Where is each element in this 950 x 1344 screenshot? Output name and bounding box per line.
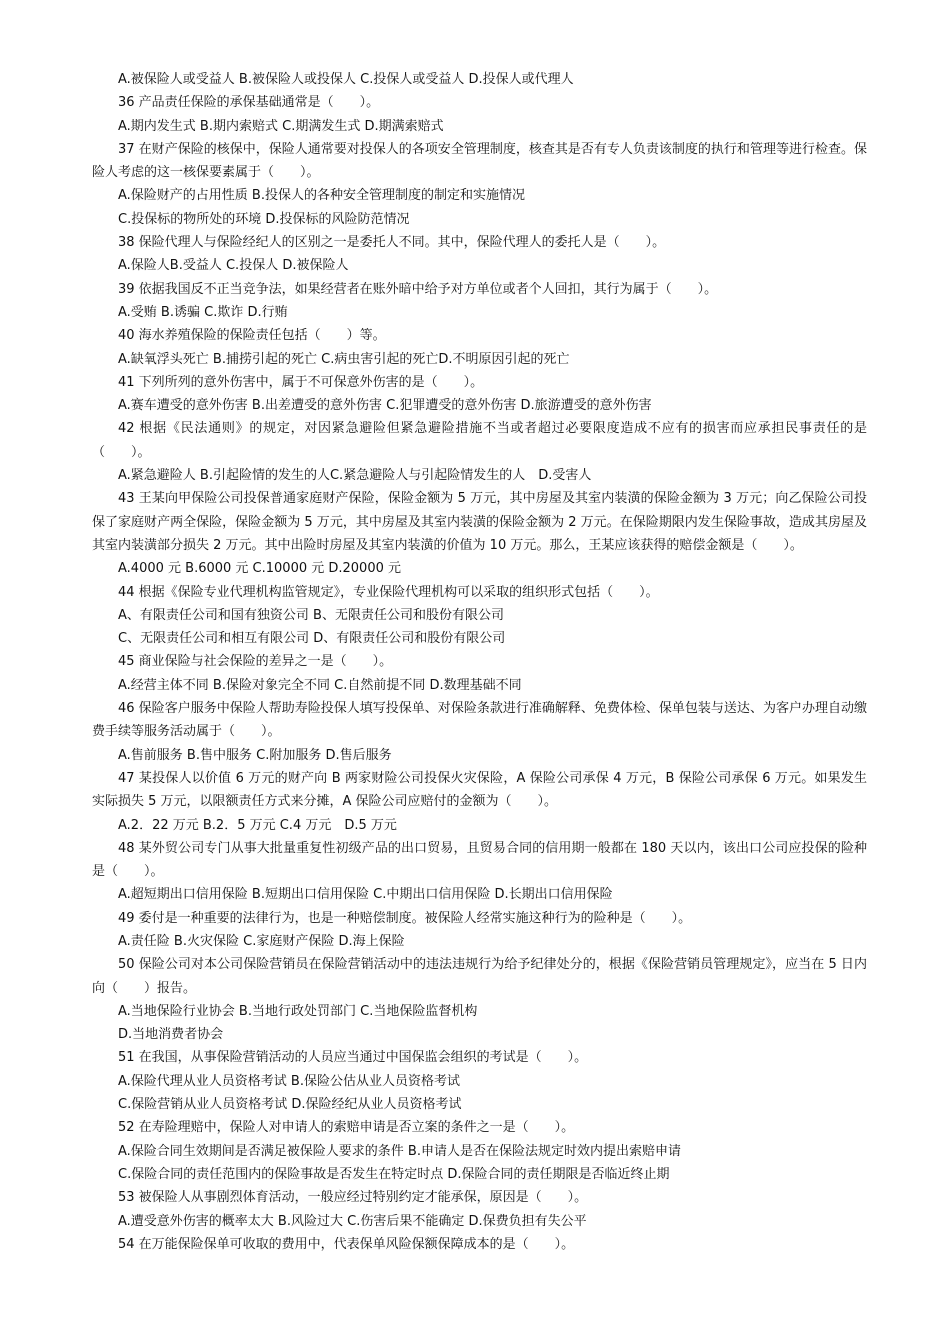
answer-options: A.4000 元 B.6000 元 C.10000 元 D.20000 元	[118, 561, 402, 577]
answer-options: A.经营主体不同 B.保险对象完全不同 C.自然前提不同 D.数理基础不同	[118, 677, 522, 693]
answer-options: A.2．22 万元 B.2．5 万元 C.4 万元 D.5 万元	[118, 817, 397, 833]
question-text: 47 某投保人以价值 6 万元的财产向 B 两家财险公司投保火灾保险，A 保险公司承保 4 万元，B 保险公司承保 6 万元。如果发生实际损失 5 万元，以限额责任方式来分摊，A 保险公司应赔付的金额为（ ）。	[92, 770, 867, 810]
document-page	[92, 68, 867, 1256]
question-text: 39 依据我国反不正当竞争法，如果经营者在账外暗中给予对方单位或者个人回扣，其行为属于（ ）。	[118, 281, 718, 297]
answer-options: A.赛车遭受的意外伤害 B.出差遭受的意外伤害 C.犯罪遭受的意外伤害 D.旅游遭受的意外伤害	[118, 398, 652, 414]
question-text: 53 被保险人从事剧烈体育活动，一般应经过特别约定才能承保，原因是（ ）。	[118, 1190, 588, 1206]
question-text: 41 下列所列的意外伤害中，属于不可保意外伤害的是（ ）。	[118, 374, 484, 390]
answer-options: A.售前服务 B.售中服务 C.附加服务 D.售后服务	[118, 747, 392, 763]
answer-options: C、无限责任公司和相互有限公司 D、有限责任公司和股份有限公司	[118, 631, 506, 647]
answer-options: C.投保标的物所处的环境 D.投保标的风险防范情况	[118, 211, 410, 227]
answer-options: A.保险财产的占用性质 B.投保人的各种安全管理制度的制定和实施情况	[118, 188, 525, 204]
answer-options: A.超短期出口信用保险 B.短期出口信用保险 C.中期出口信用保险 D.长期出口信用保险	[118, 887, 613, 903]
answer-options: A.期内发生式 B.期内索赔式 C.期满发生式 D.期满索赔式	[118, 118, 444, 134]
question-text: 37 在财产保险的核保中，保险人通常要对投保人的各项安全管理制度，核查其是否有专人负责该制度的执行和管理等进行检查。保险人考虑的这一核保要素属于（ ）。	[92, 141, 867, 181]
answer-options: A.保险人B.受益人 C.投保人 D.被保险人	[118, 258, 349, 274]
question-text: 51 在我国，从事保险营销活动的人员应当通过中国保监会组织的考试是（ ）。	[118, 1050, 588, 1066]
question-text: 54 在万能保险保单可收取的费用中，代表保单风险保额保障成本的是（ ）。	[118, 1236, 575, 1252]
answer-options: C.保险营销从业人员资格考试 D.保险经纪从业人员资格考试	[118, 1097, 462, 1113]
question-text: 46 保险客户服务中保险人帮助寿险投保人填写投保单、对保险条款进行准确解释、免费体检、保单包装与送达、为客户办理自动缴费手续等服务活动属于（ ）。	[92, 701, 867, 740]
answer-options: A.保险合同生效期间是否满足被保险人要求的条件 B.申请人是否在保险法规定时效内提出索赔申请	[118, 1143, 681, 1159]
answer-options: A.紧急避险人 B.引起险情的发生的人C.紧急避险人与引起险情发生的人 D.受害人	[118, 468, 592, 484]
question-text: 48 某外贸公司专门从事大批量重复性初级产品的出口贸易，且贸易合同的信用期一般都在 180 天以内，该出口公司应投保的险种是（ ）。	[92, 840, 867, 880]
answer-options: A.受贿 B.诱骗 C.欺诈 D.行贿	[118, 304, 288, 320]
answer-options: A.遭受意外伤害的概率太大 B.风险过大 C.伤害后果不能确定 D.保费负担有失公平	[118, 1213, 587, 1229]
answer-options: C.保险合同的责任范围内的保险事故是否发生在特定时点 D.保险合同的责任期限是否临近终止期	[118, 1166, 670, 1182]
answer-options: A.保险代理从业人员资格考试 B.保险公估从业人员资格考试	[118, 1073, 460, 1089]
question-text: 45 商业保险与社会保险的差异之一是（ ）。	[118, 654, 393, 670]
question-text: 50 保险公司对本公司保险营销员在保险营销活动中的违法违规行为给予纪律处分的，根据《保险营销员管理规定》，应当在 5 日内向（ ）报告。	[92, 957, 867, 996]
question-text: 44 根据《保险专业代理机构监管规定》，专业保险代理机构可以采取的组织形式包括（ ）。	[118, 584, 659, 600]
question-text: 40 海水养殖保险的保险责任包括（ ）等。	[118, 328, 386, 344]
answer-options: A.缺氧浮头死亡 B.捕捞引起的死亡 C.病虫害引起的死亡D.不明原因引起的死亡	[118, 351, 570, 367]
question-text: 36 产品责任保险的承保基础通常是（ ）。	[118, 95, 380, 111]
question-text: 38 保险代理人与保险经纪人的区别之一是委托人不同。其中，保险代理人的委托人是（ ）。	[118, 235, 666, 251]
answer-options: A.被保险人或受益人 B.被保险人或投保人 C.投保人或受益人 D.投保人或代理人	[118, 72, 574, 87]
question-text: 52 在寿险理赔中，保险人对申请人的索赔申请是否立案的条件之一是（ ）。	[118, 1120, 575, 1136]
question-text: 43 王某向甲保险公司投保普通家庭财产保险，保险金额为 5 万元，其中房屋及其室内装潢的保险金额为 3 万元；向乙保险公司投保了家庭财产两全保险，保险金额为 5 万元，其中房屋及其室内装潢的保险金额为 2 万元。在保险期限内发生保险事故，造成其房屋及其室内装潢部分损失 2 万元。其中出险时房屋及其室内装潢的价值为 10 万元。那么，王某应该获得的赔偿金额是（ ）。	[92, 491, 867, 553]
answer-options: A.责任险 B.火灾保险 C.家庭财产保险 D.海上保险	[118, 933, 405, 949]
answer-options: D.当地消费者协会	[118, 1027, 224, 1043]
answer-options: A.当地保险行业协会 B.当地行政处罚部门 C.当地保险监督机构	[118, 1003, 478, 1019]
question-text: 42 根据《民法通则》的规定，对因紧急避险但紧急避险措施不当或者超过必要限度造成不应有的损害而应承担民事责任的是（ ）。	[92, 421, 867, 460]
question-text: 49 委付是一种重要的法律行为，也是一种赔偿制度。被保险人经常实施这种行为的险种是（ ）。	[118, 910, 692, 926]
answer-options: A、有限责任公司和国有独资公司 B、无限责任公司和股份有限公司	[118, 607, 504, 623]
